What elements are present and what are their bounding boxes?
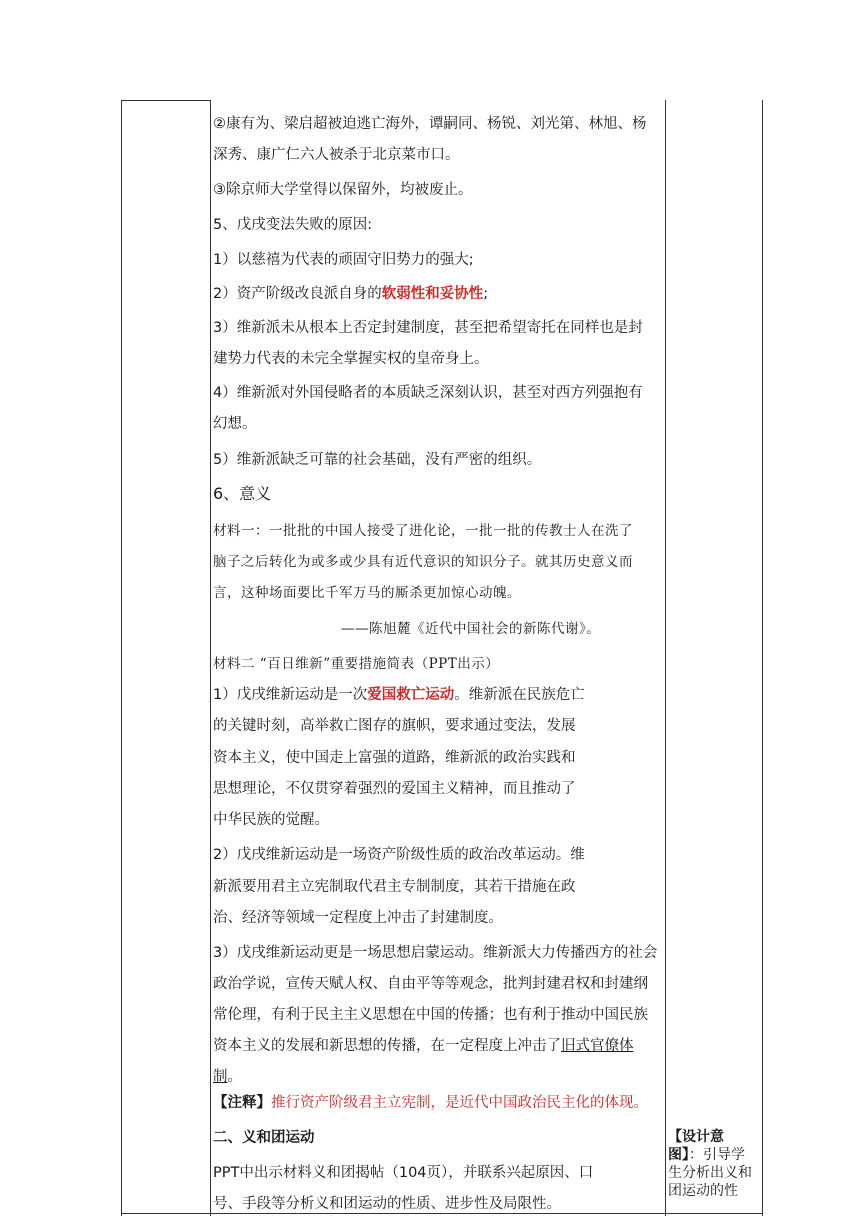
design-intent-line: 生分析出义和 [668,1165,752,1181]
text-line: 的关键时刻，高举救亡图存的旗帜，要求通过变法，发展 [213,718,576,734]
design-intent-label: 【设计意 [668,1129,724,1145]
text-line: ②康有为、梁启超被迫逃亡海外，谭嗣同、杨锐、刘光第、林旭、杨 [213,116,647,132]
table-top-border [121,100,211,101]
underlined-text: 旧式官僚体 [561,1038,634,1054]
text-line: 3）戊戌维新运动更是一场思想启蒙运动。维新派大力传播西方的社会 [213,945,658,961]
text-line: 5、戊戌变法失败的原因: [213,217,373,233]
text-line: 治、经济等领域一定程度上冲击了封建制度。 [213,910,503,926]
text-line: 中华民族的觉醒。 [213,812,329,828]
emphasis-text: 爱国救亡运动 [367,687,455,703]
design-intent-label-end: 图】 [668,1147,689,1163]
quote-line: 言，这种场面要比千军万马的厮杀更加惊心动魄。 [213,585,521,601]
text-segment: 资本主义的发展和新思想的传播，在一定程度上冲击了 [213,1038,561,1054]
text-line: 思想理论，不仅贯穿着强烈的爱国主义精神，而且推动了 [213,781,576,797]
note-label: 【注释】 [213,1095,271,1111]
section-heading: 二、义和团运动 [213,1130,315,1146]
text-line: 号、手段等分析义和团运动的性质、进步性及局限性。 [213,1196,561,1212]
quote-line: 材料一：一批批的中国人接受了进化论，一批一批的传教士人在洗了 [213,523,633,539]
text-line [213,1036,634,1056]
text-line: 深秀、康广仁六人被杀于北京菜市口。 [213,147,460,163]
text-line: PPT中出示材料义和团揭帖（104页），并联系兴起原因、口 [213,1165,594,1181]
text-segment: 1）戊戌维新运动是一次 [213,687,368,703]
text-line: 1）以慈禧为代表的顽固守旧势力的强大; [213,252,474,268]
text-segment: ; [483,286,489,302]
design-intent-line: 团运动的性 [668,1183,738,1199]
text-line [213,1067,242,1087]
text-line: 政治学说，宣传天赋人权、自由平等等观念，批判封建君权和封建纲 [213,976,648,992]
text-line: 幻想。 [213,416,257,432]
table-border-left [121,100,122,1216]
material-title: 材料二 “百日维新”重要措施简表（PPT出示） [213,656,500,672]
quote-source: ——陈旭麓《近代中国社会的新陈代谢》。 [341,621,601,637]
text-segment: 。 [227,1069,242,1085]
table-border-col2 [665,100,666,1216]
text-line [213,685,585,705]
text-line: 资本主义，使中国走上富强的道路，维新派的政治实践和 [213,750,576,766]
note-line [213,1093,648,1113]
note-text: 推行资产阶级君主立宪制，是近代中国政治民主化的体现。 [271,1095,648,1111]
section-heading: 6、意义 [213,484,272,503]
text-line: 建势力代表的未完全掌握实权的皇帝身上。 [213,351,489,367]
text-line [213,284,488,304]
quote-line: 脑子之后转化为或多或少具有近代意识的知识分子。就其历史意义而 [213,554,633,570]
underlined-text: 制 [213,1069,228,1085]
text-line: 新派要用君主立宪制取代君主专制制度，其若干措施在政 [213,879,576,895]
text-line: 3）维新派未从根本上否定封建制度，甚至把希望寄托在同样也是封 [213,320,643,336]
text-line: 常伦理，有利于民主主义思想在中国的传播；也有利于推动中国民族 [213,1007,648,1023]
content-cell [211,100,665,1216]
emphasis-text: 软弱性和妥协性 [381,286,484,302]
design-intent-cell [668,1128,760,1200]
text-line: 5）维新派缺乏可靠的社会基础，没有严密的组织。 [213,452,542,468]
text-segment: 。维新派在民族危亡 [454,687,585,703]
text-segment: 2）资产阶级改良派自身的 [213,286,382,302]
design-intent-text: ：引导学 [689,1147,745,1163]
text-line: 4）维新派对外国侵略者的本质缺乏深刻认识，甚至对西方列强抱有 [213,385,643,401]
text-line: ③除京师大学堂得以保留外，均被废止。 [213,182,473,198]
design-intent-line [668,1146,760,1164]
text-line: 2）戊戌维新运动是一场资产阶级性质的政治改革运动。维 [213,847,585,863]
table-border-right [762,100,763,1216]
